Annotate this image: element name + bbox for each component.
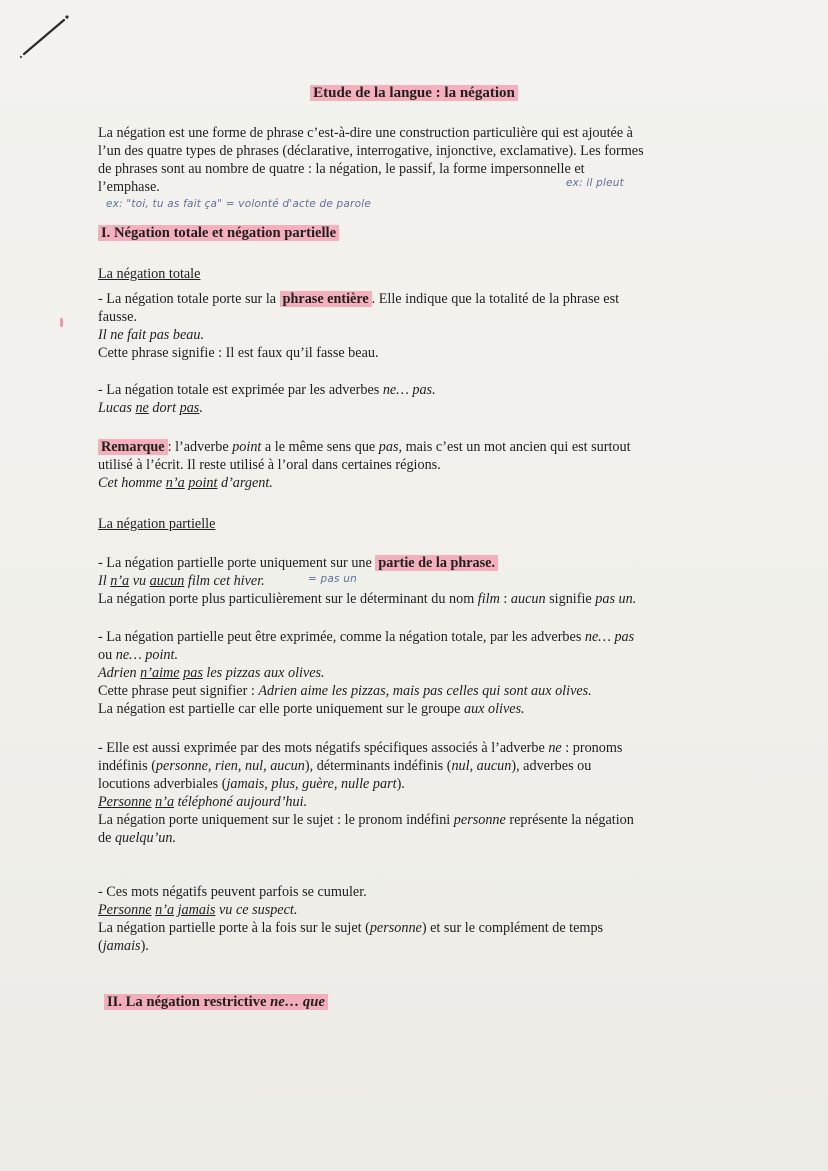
example-sentence: Personne n’a jamais vu ce suspect. <box>98 902 298 918</box>
paragraph: - La négation partielle peut être exprimée, comme la négation totale, par les adverbes ne… pas ou ne… point. <box>98 629 635 663</box>
section-heading-1 <box>98 224 730 242</box>
example-sentence: Personne n’a téléphoné aujourd’hui. <box>98 794 308 810</box>
example-sentence: Adrien n’aime pas les pizzas aux olives. <box>98 665 325 681</box>
subheading-partial: La négation partielle <box>98 516 216 532</box>
section-heading-2 <box>104 993 736 1011</box>
paragraph: Cette phrase signifie : Il est faux qu’il fasse beau. <box>98 345 379 361</box>
section-heading-highlight: I. Négation totale et négation partielle <box>98 225 339 241</box>
highlighted-term: phrase entière <box>280 291 372 307</box>
paragraph: - Elle est aussi exprimée par des mots négatifs spécifiques associés à l’adverbe ne : pronoms indéfinis (personne, rien, nul, aucun), déterminants indéfinis (nul, aucun), adverbes ou locutions adverbiales (jamais, plus, guère, nulle part). <box>98 740 623 792</box>
remark-paragraph: Remarque : l’adverbe point a le même sens que pas, mais c’est un mot ancien qui est surtout utilisé à l’écrit. Il reste utilisé à l’oral dans certaines régions. <box>98 439 631 473</box>
example-sentence: Il ne fait pas beau. <box>98 327 204 343</box>
paragraph: La négation est partielle car elle porte uniquement sur le groupe aux olives. <box>98 701 525 717</box>
handwritten-note: = pas un <box>308 573 357 585</box>
paragraph: - La négation partielle porte uniquement sur une partie de la phrase. <box>98 554 730 572</box>
intro-line: l’emphase. <box>98 179 160 195</box>
paragraph: La négation porte uniquement sur le sujet : le pronom indéfini personne représente la négation de quelqu’un. <box>98 812 634 846</box>
paragraph: - Ces mots négatifs peuvent parfois se cumuler. <box>98 884 367 900</box>
subheading-total: La négation totale <box>98 266 201 282</box>
handwritten-note: ex: "toi, tu as fait ça" = volonté d'acte de parole <box>106 198 371 210</box>
intro-paragraph <box>98 124 730 196</box>
section-heading-highlight: II. La négation restrictive ne… que <box>104 994 328 1010</box>
example-sentence: Il n’a vu aucun film cet hiver. <box>98 573 265 589</box>
handwritten-note: ex: il pleut <box>566 177 624 189</box>
title-highlight: Etude de la langue : la négation <box>310 85 518 101</box>
paragraph: La négation partielle porte à la fois sur le sujet (personne) et sur le complément de temps (jamais). <box>98 920 604 954</box>
highlighted-term: partie de la phrase. <box>375 555 498 571</box>
paragraph: Cette phrase peut signifier : Adrien aime les pizzas, mais pas celles qui sont aux olives. <box>98 683 592 699</box>
paragraph: - La négation totale est exprimée par les adverbes ne… pas. <box>98 382 436 398</box>
highlighter-mark <box>60 318 63 327</box>
intro-line: La négation est une forme de phrase c’est-à-dire une construction particulière qui est ajoutée à <box>98 125 633 141</box>
example-sentence: Lucas ne dort pas. <box>98 400 203 416</box>
paragraph: - La négation totale porte sur la phrase entière . Elle indique que la totalité de la phrase est fausse. <box>98 291 620 325</box>
example-sentence: Cet homme n’a point d’argent. <box>98 475 273 491</box>
intro-line: de phrases sont au nombre de quatre : la négation, le passif, la forme impersonnelle et <box>98 161 585 177</box>
page-title <box>0 85 828 102</box>
pen-stroke-mark <box>18 14 74 60</box>
paragraph: La négation porte plus particulièrement sur le déterminant du nom film : aucun signifie pas un. <box>98 591 637 607</box>
remark-label: Remarque <box>98 439 168 455</box>
intro-line: l’un des quatre types de phrases (déclarative, interrogative, injonctive, exclamative). Les formes <box>98 143 644 159</box>
